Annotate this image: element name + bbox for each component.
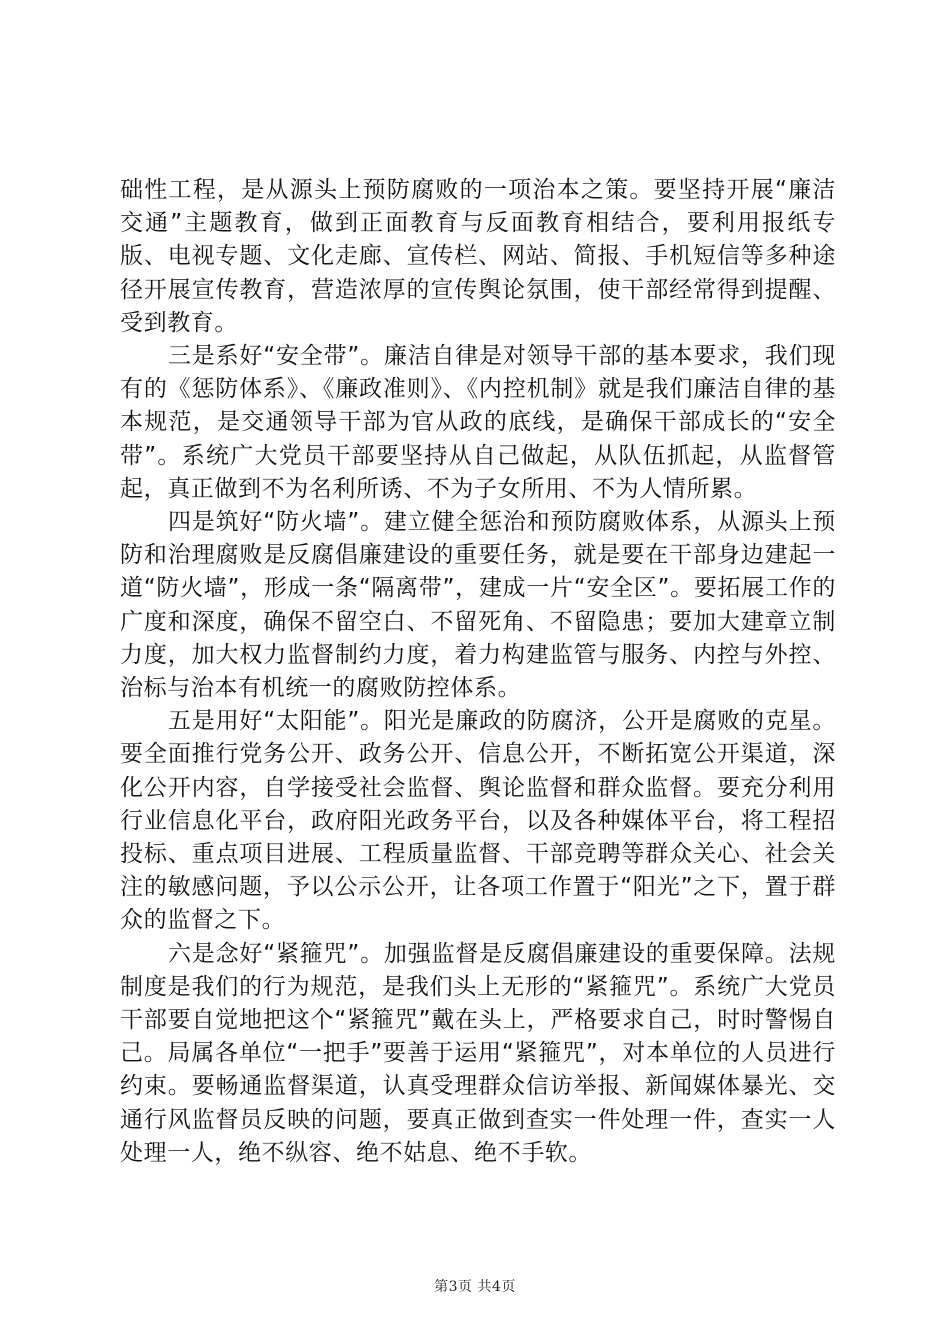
paragraph-3: 四是筑好“防火墙”。建立健全惩治和预防腐败体系，从源头上预防和治理腐败是反腐倡廉建设的重要任务，就是要在干部身边建起一道“防火墙”，形成一条“隔离带”，建成一片“安全区”。要拓展工作的广度和深度，确保不留空白、不留死角、不留隐患；要加大建章立制力度，加大权力监督制约力度，着力构建监管与服务、内控与外控、治标与治本有机统一的腐败防控体系。 bbox=[120, 509, 836, 702]
page-number-footer: 第3页 共4页 bbox=[434, 1279, 516, 1295]
paragraph-1: 础性工程，是从源头上预防腐败的一项治本之策。要坚持开展“廉洁交通”主题教育，做到正面教育与反面教育相结合，要利用报纸专版、电视专题、文化走廊、宣传栏、网站、简报、手机短信等多种途径开展宣传教育，营造浓厚的宣传舆论氛围，使干部经常得到提醒、受到教育。 bbox=[120, 177, 836, 336]
paragraph-2: 三是系好“安全带”。廉洁自律是对领导干部的基本要求，我们现有的《惩防体系》、《廉政准则》、《内控机制》就是我们廉洁自律的基本规范，是交通领导干部为官从政的底线，是确保干部成长的“安全带”。系统广大党员干部要坚持从自己做起，从队伍抓起，从监督管起，真正做到不为名利所诱、不为子女所用、不为人情所累。 bbox=[120, 343, 836, 502]
paragraph-5: 六是念好“紧箍咒”。加强监督是反腐倡廉建设的重要保障。法规制度是我们的行为规范，是我们头上无形的“紧箍咒”。系统广大党员干部要自觉地把这个“紧箍咒”戴在头上，严格要求自己，时时警惕自己。局属各单位“一把手”要善于运用“紧箍咒”，对本单位的人员进行约束。要畅通监督渠道，认真受理群众信访举报、新闻媒体暴光、交通行风监督员反映的问题，要真正做到查实一件处理一件，查实一人处理一人，绝不纵容、绝不姑息、绝不手软。 bbox=[120, 940, 836, 1166]
paragraph-4: 五是用好“太阳能”。阳光是廉政的防腐济，公开是腐败的克星。要全面推行党务公开、政务公开、信息公开，不断拓宽公开渠道，深化公开内容，自学接受社会监督、舆论监督和群众监督。要充分利用行业信息化平台，政府阳光政务平台，以及各种媒体平台，将工程招投标、重点项目进展、工程质量监督、干部竞聘等群众关心、社会关注的敏感问题，予以公示公开，让各项工作置于“阳光”之下，置于群众的监督之下。 bbox=[120, 708, 836, 934]
document-body bbox=[120, 174, 836, 1170]
